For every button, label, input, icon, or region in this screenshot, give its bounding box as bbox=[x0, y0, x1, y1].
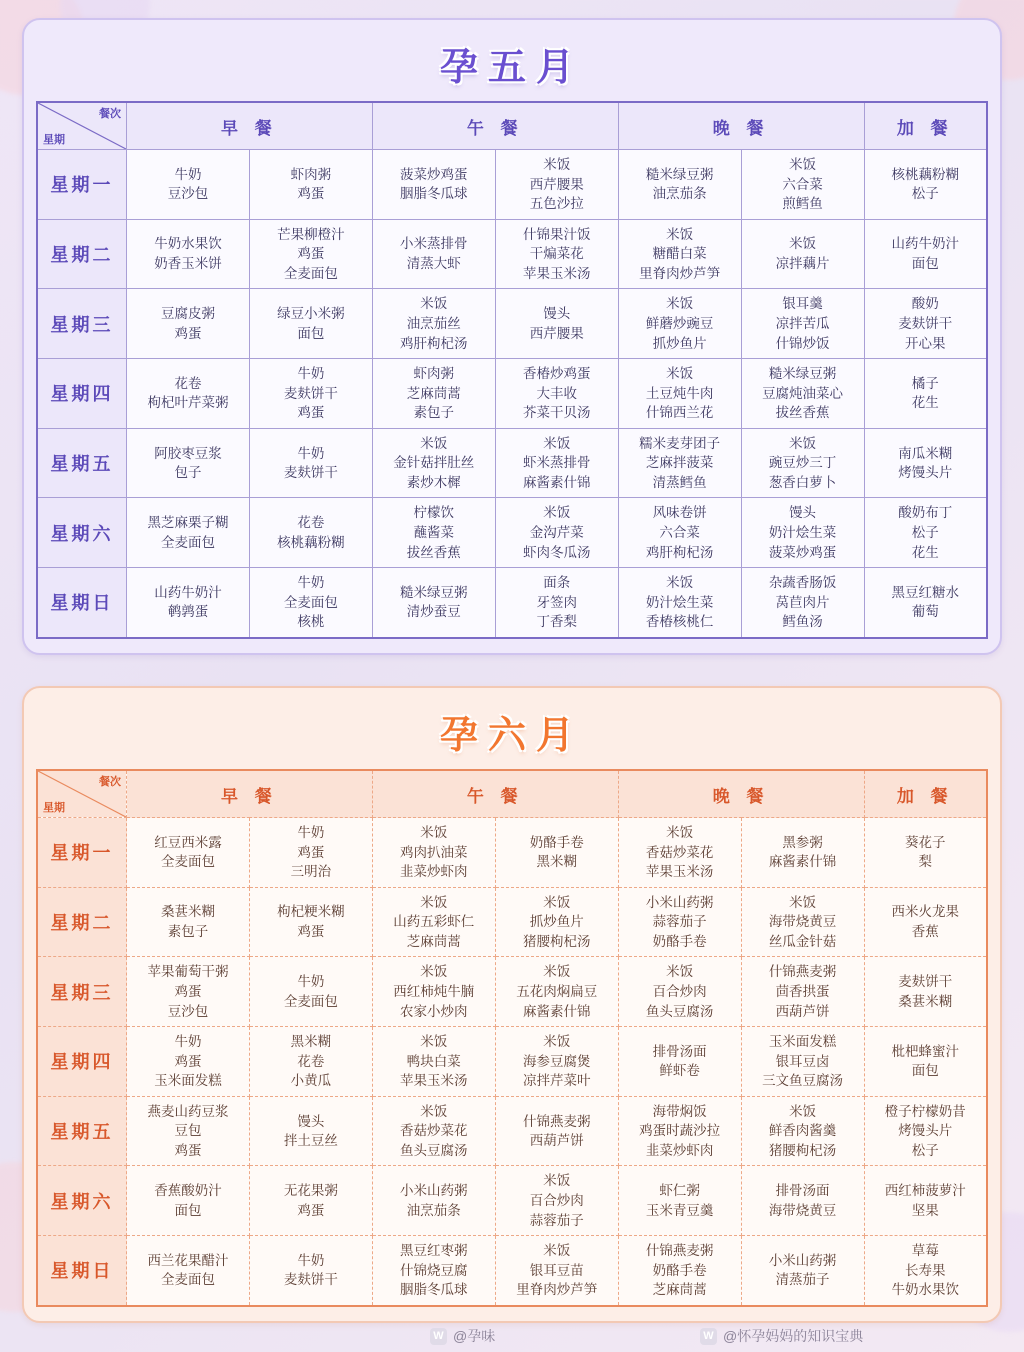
meal-cell: 米饭 香菇炒菜花 苹果玉米汤 bbox=[618, 818, 741, 888]
meal-cell: 枇杷蜂蜜汁 面包 bbox=[864, 1027, 987, 1097]
meal-cell: 红豆西米露 全麦面包 bbox=[127, 818, 250, 888]
meal-cell: 牛奶 豆沙包 bbox=[127, 150, 250, 220]
meal-cell: 馒头 拌土豆丝 bbox=[249, 1096, 372, 1166]
meal-cell: 核桃藕粉糊 松子 bbox=[864, 150, 987, 220]
meal-cell: 面条 牙签肉 丁香梨 bbox=[495, 568, 618, 638]
table-header-row bbox=[37, 102, 987, 150]
table-row bbox=[37, 1096, 987, 1166]
meal-cell: 米饭 西红柿炖牛腩 农家小炒肉 bbox=[372, 957, 495, 1027]
meal-cell: 糙米绿豆粥 豆腐炖油菜心 拔丝香蕉 bbox=[741, 359, 864, 429]
meal-cell: 什锦果汁饭 干煸菜花 苹果玉米汤 bbox=[495, 219, 618, 289]
meal-cell: 米饭 鸡肉扒油菜 韭菜炒虾肉 bbox=[372, 818, 495, 888]
week-axis-label: 星期 bbox=[43, 802, 65, 814]
table-row bbox=[37, 1236, 987, 1306]
meal-cell: 杂蔬香肠饭 莴苣肉片 鳕鱼汤 bbox=[741, 568, 864, 638]
meal-cell: 玉米面发糕 银耳豆卤 三文鱼豆腐汤 bbox=[741, 1027, 864, 1097]
table-row bbox=[37, 818, 987, 888]
meal-cell: 馒头 西芹腰果 bbox=[495, 289, 618, 359]
table-row bbox=[37, 1027, 987, 1097]
header-dinner: 晚 餐 bbox=[618, 770, 864, 818]
meal-cell: 什锦燕麦粥 西葫芦饼 bbox=[495, 1096, 618, 1166]
meal-axis-label: 餐次 bbox=[99, 776, 121, 788]
meal-cell: 花卷 核桃藕粉糊 bbox=[249, 498, 372, 568]
meal-cell: 菠菜炒鸡蛋 胭脂冬瓜球 bbox=[372, 150, 495, 220]
month5-body bbox=[37, 150, 987, 638]
header-lunch: 午 餐 bbox=[372, 770, 618, 818]
meal-cell: 馒头 奶汁烩生菜 菠菜炒鸡蛋 bbox=[741, 498, 864, 568]
meal-cell: 西兰花果醋汁 全麦面包 bbox=[127, 1236, 250, 1306]
meal-cell: 米饭 六合菜 煎鳕鱼 bbox=[741, 150, 864, 220]
meal-cell: 米饭 土豆炖牛肉 什锦西兰花 bbox=[618, 359, 741, 429]
meal-cell: 米饭 奶汁烩生菜 香椿核桃仁 bbox=[618, 568, 741, 638]
watermark-right bbox=[700, 1326, 863, 1346]
meal-cell: 米饭 海参豆腐煲 凉拌芹菜叶 bbox=[495, 1027, 618, 1097]
table-row bbox=[37, 887, 987, 957]
row-day-label: 星期日 bbox=[37, 1236, 127, 1306]
meal-cell: 米饭 虾米蒸排骨 麻酱素什锦 bbox=[495, 428, 618, 498]
meal-cell: 橙子柠檬奶昔 烤馒头片 松子 bbox=[864, 1096, 987, 1166]
meal-cell: 风味卷饼 六合菜 鸡肝枸杞汤 bbox=[618, 498, 741, 568]
row-day-label: 星期一 bbox=[37, 150, 127, 220]
meal-cell: 黑豆红枣粥 什锦烧豆腐 胭脂冬瓜球 bbox=[372, 1236, 495, 1306]
meal-cell: 米饭 百合炒肉 蒜蓉茄子 bbox=[495, 1166, 618, 1236]
header-breakfast: 早 餐 bbox=[127, 102, 373, 150]
meal-cell: 虾仁粥 玉米青豆羹 bbox=[618, 1166, 741, 1236]
meal-cell: 花卷 枸杞叶芹菜粥 bbox=[127, 359, 250, 429]
table-header-row bbox=[37, 770, 987, 818]
meal-cell: 米饭 金针菇拌肚丝 素炒木樨 bbox=[372, 428, 495, 498]
week-axis-label: 星期 bbox=[43, 134, 65, 146]
meal-cell: 小米蒸排骨 清蒸大虾 bbox=[372, 219, 495, 289]
meal-cell: 草莓 长寿果 牛奶水果饮 bbox=[864, 1236, 987, 1306]
month5-panel bbox=[22, 18, 1002, 655]
row-day-label: 星期日 bbox=[37, 568, 127, 638]
meal-cell: 牛奶 麦麸饼干 鸡蛋 bbox=[249, 359, 372, 429]
table-row bbox=[37, 957, 987, 1027]
meal-cell: 豆腐皮粥 鸡蛋 bbox=[127, 289, 250, 359]
meal-cell: 糙米绿豆粥 清炒蚕豆 bbox=[372, 568, 495, 638]
meal-axis-label: 餐次 bbox=[99, 108, 121, 120]
meal-cell: 牛奶 麦麸饼干 bbox=[249, 1236, 372, 1306]
meal-cell: 葵花子 梨 bbox=[864, 818, 987, 888]
meal-cell: 米饭 抓炒鱼片 猪腰枸杞汤 bbox=[495, 887, 618, 957]
meal-cell: 黑参粥 麻酱素什锦 bbox=[741, 818, 864, 888]
meal-cell: 糙米绿豆粥 油烹茄条 bbox=[618, 150, 741, 220]
meal-cell: 银耳羹 凉拌苦瓜 什锦炒饭 bbox=[741, 289, 864, 359]
meal-cell: 西红柿菠萝汁 坚果 bbox=[864, 1166, 987, 1236]
meal-cell: 南瓜米糊 烤馒头片 bbox=[864, 428, 987, 498]
meal-cell: 麦麸饼干 桑葚米糊 bbox=[864, 957, 987, 1027]
table-row bbox=[37, 568, 987, 638]
meal-cell: 虾肉粥 鸡蛋 bbox=[249, 150, 372, 220]
meal-cell: 米饭 鸭块白菜 苹果玉米汤 bbox=[372, 1027, 495, 1097]
meal-cell: 虾肉粥 芝麻茼蒿 素包子 bbox=[372, 359, 495, 429]
weibo-icon: W bbox=[700, 1328, 717, 1345]
table-row bbox=[37, 219, 987, 289]
row-day-label: 星期六 bbox=[37, 498, 127, 568]
row-day-label: 星期四 bbox=[37, 359, 127, 429]
row-day-label: 星期五 bbox=[37, 1096, 127, 1166]
header-snack: 加 餐 bbox=[864, 102, 987, 150]
month6-body bbox=[37, 818, 987, 1306]
meal-cell: 山药牛奶汁 面包 bbox=[864, 219, 987, 289]
meal-cell: 小米山药粥 油烹茄条 bbox=[372, 1166, 495, 1236]
meal-cell: 米饭 香菇炒菜花 鱼头豆腐汤 bbox=[372, 1096, 495, 1166]
meal-cell: 酸奶布丁 松子 花生 bbox=[864, 498, 987, 568]
meal-cell: 黑芝麻栗子糊 全麦面包 bbox=[127, 498, 250, 568]
meal-cell: 橘子 花生 bbox=[864, 359, 987, 429]
header-dinner: 晚 餐 bbox=[618, 102, 864, 150]
meal-cell: 西米火龙果 香蕉 bbox=[864, 887, 987, 957]
meal-cell: 米饭 鲜香肉酱羹 猪腰枸杞汤 bbox=[741, 1096, 864, 1166]
meal-cell: 米饭 金沟芹菜 虾肉冬瓜汤 bbox=[495, 498, 618, 568]
meal-cell: 海带焖饭 鸡蛋时蔬沙拉 韭菜炒虾肉 bbox=[618, 1096, 741, 1166]
meal-cell: 枸杞粳米糊 鸡蛋 bbox=[249, 887, 372, 957]
row-day-label: 星期四 bbox=[37, 1027, 127, 1097]
meal-cell: 桑葚米糊 素包子 bbox=[127, 887, 250, 957]
month5-table bbox=[36, 101, 988, 639]
meal-cell: 米饭 百合炒肉 鱼头豆腐汤 bbox=[618, 957, 741, 1027]
meal-cell: 酸奶 麦麸饼干 开心果 bbox=[864, 289, 987, 359]
meal-cell: 排骨汤面 鲜虾卷 bbox=[618, 1027, 741, 1097]
row-day-label: 星期六 bbox=[37, 1166, 127, 1236]
table-row bbox=[37, 498, 987, 568]
meal-cell: 奶酪手卷 黑米糊 bbox=[495, 818, 618, 888]
watermark-right-text: @怀孕妈妈的知识宝典 bbox=[723, 1328, 864, 1344]
table-row bbox=[37, 428, 987, 498]
table-row bbox=[37, 289, 987, 359]
meal-cell: 牛奶 鸡蛋 三明治 bbox=[249, 818, 372, 888]
meal-cell: 香椿炒鸡蛋 大丰收 芥菜干贝汤 bbox=[495, 359, 618, 429]
meal-cell: 米饭 鲜蘑炒豌豆 抓炒鱼片 bbox=[618, 289, 741, 359]
meal-cell: 牛奶水果饮 奶香玉米饼 bbox=[127, 219, 250, 289]
meal-cell: 什锦燕麦粥 茴香拱蛋 西葫芦饼 bbox=[741, 957, 864, 1027]
meal-cell: 米饭 山药五彩虾仁 芝麻茼蒿 bbox=[372, 887, 495, 957]
row-day-label: 星期三 bbox=[37, 289, 127, 359]
table-row bbox=[37, 150, 987, 220]
meal-cell: 香蕉酸奶汁 面包 bbox=[127, 1166, 250, 1236]
month6-title: 孕六月 bbox=[439, 715, 584, 757]
meal-cell: 米饭 银耳豆苗 里脊肉炒芦笋 bbox=[495, 1236, 618, 1306]
meal-cell: 米饭 糖醋白菜 里脊肉炒芦笋 bbox=[618, 219, 741, 289]
meal-cell: 米饭 海带烧黄豆 丝瓜金针菇 bbox=[741, 887, 864, 957]
meal-cell: 排骨汤面 海带烧黄豆 bbox=[741, 1166, 864, 1236]
meal-cell: 绿豆小米粥 面包 bbox=[249, 289, 372, 359]
meal-cell: 米饭 豌豆炒三丁 葱香白萝卜 bbox=[741, 428, 864, 498]
meal-cell: 小米山药粥 清蒸茄子 bbox=[741, 1236, 864, 1306]
header-snack: 加 餐 bbox=[864, 770, 987, 818]
meal-cell: 阿胶枣豆浆 包子 bbox=[127, 428, 250, 498]
meal-cell: 柠檬饮 蘸酱菜 拔丝香蕉 bbox=[372, 498, 495, 568]
row-day-label: 星期一 bbox=[37, 818, 127, 888]
meal-cell: 米饭 油烹茄丝 鸡肝枸杞汤 bbox=[372, 289, 495, 359]
meal-cell: 无花果粥 鸡蛋 bbox=[249, 1166, 372, 1236]
meal-cell: 牛奶 鸡蛋 玉米面发糕 bbox=[127, 1027, 250, 1097]
header-lunch: 午 餐 bbox=[372, 102, 618, 150]
header-breakfast: 早 餐 bbox=[127, 770, 373, 818]
row-day-label: 星期三 bbox=[37, 957, 127, 1027]
header-corner bbox=[37, 102, 127, 150]
row-day-label: 星期二 bbox=[37, 219, 127, 289]
table-row bbox=[37, 359, 987, 429]
meal-cell: 燕麦山药豆浆 豆包 鸡蛋 bbox=[127, 1096, 250, 1166]
meal-cell: 黑豆红糖水 葡萄 bbox=[864, 568, 987, 638]
month6-panel bbox=[22, 686, 1002, 1323]
row-day-label: 星期二 bbox=[37, 887, 127, 957]
meal-cell: 糯米麦芽团子 芝麻拌菠菜 清蒸鳕鱼 bbox=[618, 428, 741, 498]
meal-cell: 米饭 凉拌藕片 bbox=[741, 219, 864, 289]
meal-cell: 小米山药粥 蒜蓉茄子 奶酪手卷 bbox=[618, 887, 741, 957]
table-row bbox=[37, 1166, 987, 1236]
meal-cell: 米饭 西芹腰果 五色沙拉 bbox=[495, 150, 618, 220]
row-day-label: 星期五 bbox=[37, 428, 127, 498]
meal-cell: 黑米糊 花卷 小黄瓜 bbox=[249, 1027, 372, 1097]
meal-cell: 米饭 五花肉焖扁豆 麻酱素什锦 bbox=[495, 957, 618, 1027]
meal-cell: 牛奶 麦麸饼干 bbox=[249, 428, 372, 498]
meal-cell: 芒果柳橙汁 鸡蛋 全麦面包 bbox=[249, 219, 372, 289]
meal-cell: 牛奶 全麦面包 bbox=[249, 957, 372, 1027]
weibo-icon: W bbox=[430, 1328, 447, 1345]
meal-cell: 山药牛奶汁 鹌鹑蛋 bbox=[127, 568, 250, 638]
watermark-left bbox=[430, 1326, 495, 1346]
watermark-left-text: @孕味 bbox=[453, 1328, 496, 1344]
meal-cell: 什锦燕麦粥 奶酪手卷 芝麻茼蒿 bbox=[618, 1236, 741, 1306]
meal-cell: 牛奶 全麦面包 核桃 bbox=[249, 568, 372, 638]
month5-title: 孕五月 bbox=[439, 47, 584, 89]
month6-table bbox=[36, 769, 988, 1307]
header-corner bbox=[37, 770, 127, 818]
meal-cell: 苹果葡萄干粥 鸡蛋 豆沙包 bbox=[127, 957, 250, 1027]
